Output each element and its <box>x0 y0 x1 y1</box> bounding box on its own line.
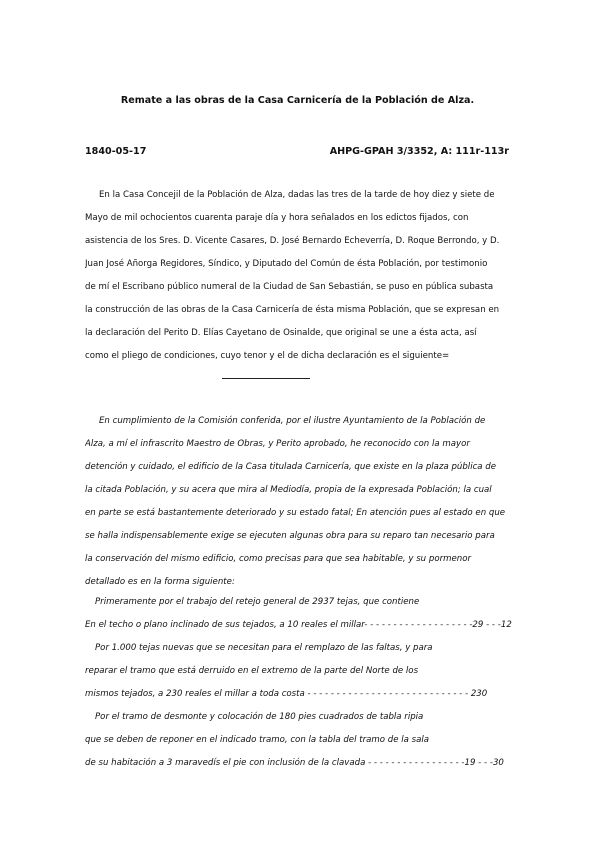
items-list <box>85 591 515 775</box>
text-line: Juan José Añorga Regidores, Síndico, y Diputado del Común de ésta Población, por testimonio <box>85 259 488 269</box>
intro-paragraph <box>85 184 515 368</box>
document-date: 1840-05-17 <box>85 146 147 157</box>
text-line: la construcción de las obras de la Casa Carnicería de ésta misma Población, que se expresan en <box>85 305 500 315</box>
text-line: asistencia de los Sres. D. Vicente Casares, D. José Bernardo Echeverría, D. Roque Berrondo, y D. <box>85 236 500 246</box>
text-line: se halla indispensablemente exige se ejecuten algunas obra para su reparo tan necesario para <box>85 531 495 541</box>
document-title: Remate a las obras de la Casa Carnicería de la Población de Alza. <box>120 95 475 106</box>
text-line: la citada Población, y su acera que mira al Mediodía, propia de la expresada Población; la cual <box>85 485 492 495</box>
text-line: como el pliego de condiciones, cuyo tenor y el de dicha declaración es el siguiente= <box>85 351 450 361</box>
archive-reference: AHPG-GPAH 3/3352, A: 111r-113r <box>329 146 509 157</box>
list-item: que se deben de reponer en el indicado tramo, con la tabla del tramo de la sala <box>85 735 430 745</box>
list-item: En el techo o plano inclinado de sus tejados, a 10 reales el millar- - - - - - - - - - - - - - - - - - -29 - - -12 <box>85 620 512 630</box>
text-line: detallado es en la forma siguiente: <box>85 577 235 587</box>
text-line: en parte se está bastantemente deteriorado y su estado fatal; En atención pues al estado en que <box>85 508 506 518</box>
list-item: Primeramente por el trabajo del retejo general de 2937 tejas, que contiene <box>95 597 420 607</box>
text-line: En la Casa Concejil de la Población de Alza, dadas las tres de la tarde de hoy diez y siete de <box>99 190 495 200</box>
text-line: Alza, a mí el infrascrito Maestro de Obras, y Perito aprobado, he reconocido con la mayor <box>85 439 470 449</box>
text-line: la declaración del Perito D. Elías Cayetano de Osinalde, que original se une a ésta acta, así <box>85 328 477 338</box>
text-line: En cumplimiento de la Comisión conferida, por el ilustre Ayuntamiento de la Población de <box>99 416 486 426</box>
text-line: la conservación del mismo edificio, como precisas para que sea habitable, y su pormenor <box>85 554 472 564</box>
list-item: Por el tramo de desmonte y colocación de 180 pies cuadrados de tabla ripia <box>95 712 424 722</box>
text-line: de mí el Escribano público numeral de la Ciudad de San Sebastián, se puso en pública subasta <box>85 282 494 292</box>
list-item: mismos tejados, a 230 reales el millar a toda costa - - - - - - - - - - - - - - - - - - - - - - - - - - - - 230 <box>85 689 488 699</box>
section-divider <box>222 378 310 379</box>
text-line: Mayo de mil ochocientos cuarenta paraje día y hora señalados en los edictos fijados, con <box>85 213 469 223</box>
text-line: detención y cuidado, el edificio de la Casa titulada Carnicería, que existe en la plaza pública de <box>85 462 497 472</box>
list-item: reparar el tramo que está derruido en el extremo de la parte del Norte de los <box>85 666 419 676</box>
report-paragraph <box>85 410 515 594</box>
list-item: Por 1.000 tejas nuevas que se necesitan para el remplazo de las faltas, y para <box>95 643 433 653</box>
list-item: de su habitación a 3 maravedís el pie con inclusión de la clavada - - - - - - - - - - - - - - - - -19 - - -30 <box>85 758 504 768</box>
